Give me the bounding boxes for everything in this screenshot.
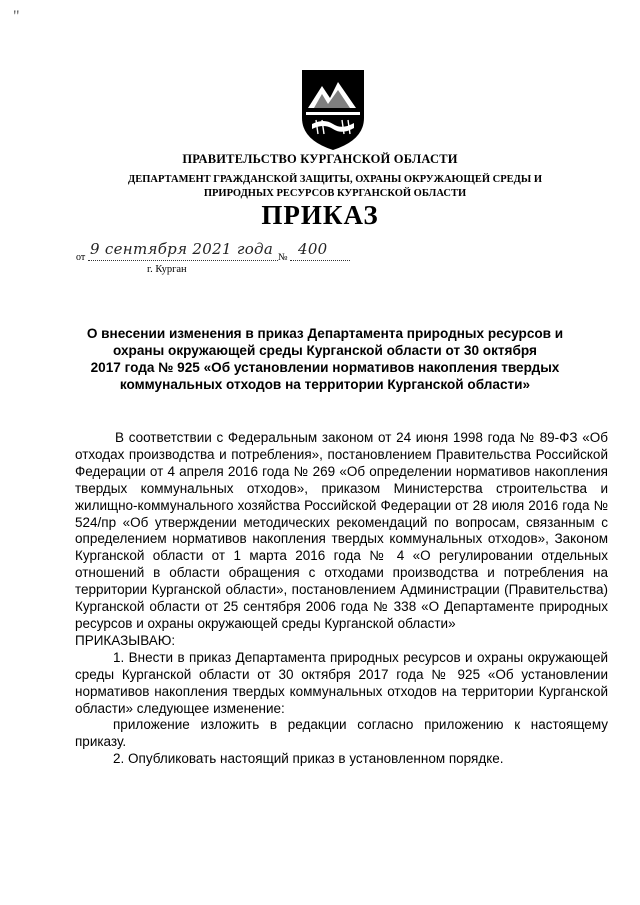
heading-line: 2017 года № 925 «Об установлении нормативов накопления твердых — [90, 360, 560, 375]
item-2-paragraph: 2. Опубликовать настоящий приказ в установленном порядке. — [113, 751, 504, 767]
item-1-paragraph: 1. Внести в приказ Департамента природных ресурсов и охраны окружающей среды Курганской области от 30 октября 2017 года № 925 «Об установлении нормативов накопления твердых коммунальных отходов на территории Курганской области» следующее изменение: — [75, 649, 608, 716]
document-type-title: ПРИКАЗ — [261, 200, 379, 230]
coat-of-arms-emblem — [298, 68, 368, 152]
order-word: ПРИКАЗЫВАЮ: — [75, 632, 176, 648]
department-name-line: ДЕПАРТАМЕНТ ГРАЖДАНСКОЙ ЗАЩИТЫ, ОХРАНЫ ОКРУЖАЮЩЕЙ СРЕДЫ И — [127, 174, 543, 185]
preamble-paragraph: В соответствии с Федеральным законом от 24 июня 1998 года № 89-ФЗ «Об отходах производства и потребления», постановлением Правительства Российской Федерации от 4 апреля 2016 года № 269 «Об определении нормативов накопления твердых коммунальных отходов», приказом Министерства строительства и жилищно-коммунального хозяйства Российской Федерации от 28 июля 2016 года № 524/пр «Об утверждении методических рекомендаций по вопросам, связанным с определением нормативов накопления твердых коммунальных отходов», Законом Курганской области от 1 марта 2016 года № 4 «О регулировании отдельных отношений в области обращения с отходами производства и потребления на территории Курганской области», постановлением Администрации (Правительства) Курганской области от 25 сентября 2006 года № 338 «О Департаменте природных ресурсов и охраны окружающей среды Курганской области» — [75, 430, 608, 631]
city-label: г. Курган — [147, 264, 187, 275]
date-number-line — [76, 240, 396, 270]
document-heading — [75, 325, 575, 393]
number-label: № — [278, 252, 288, 263]
heading-line: О внесении изменения в приказ Департамента природных ресурсов и — [86, 326, 564, 341]
department-name — [100, 173, 570, 201]
item-1-sub-paragraph: приложение изложить в редакции согласно приложению к настоящему приказу. — [75, 717, 608, 750]
handwritten-date: 9 сентября 2021 года — [90, 240, 274, 258]
government-name: ПРАВИТЕЛЬСТВО КУРГАНСКОЙ ОБЛАСТИ — [182, 152, 458, 166]
from-label: от — [76, 252, 86, 263]
document-body — [75, 430, 608, 768]
number-underline — [290, 260, 350, 261]
corner-mark: " — [13, 8, 20, 25]
heading-line: коммунальных отходов на территории Курганской области» — [119, 377, 531, 392]
date-underline — [88, 260, 278, 261]
department-name-line: ПРИРОДНЫХ РЕСУРСОВ КУРГАНСКОЙ ОБЛАСТИ — [203, 188, 467, 199]
heading-line: охраны окружающей среды Курганской области от 30 октября — [113, 343, 537, 358]
handwritten-number: 400 — [298, 240, 328, 258]
